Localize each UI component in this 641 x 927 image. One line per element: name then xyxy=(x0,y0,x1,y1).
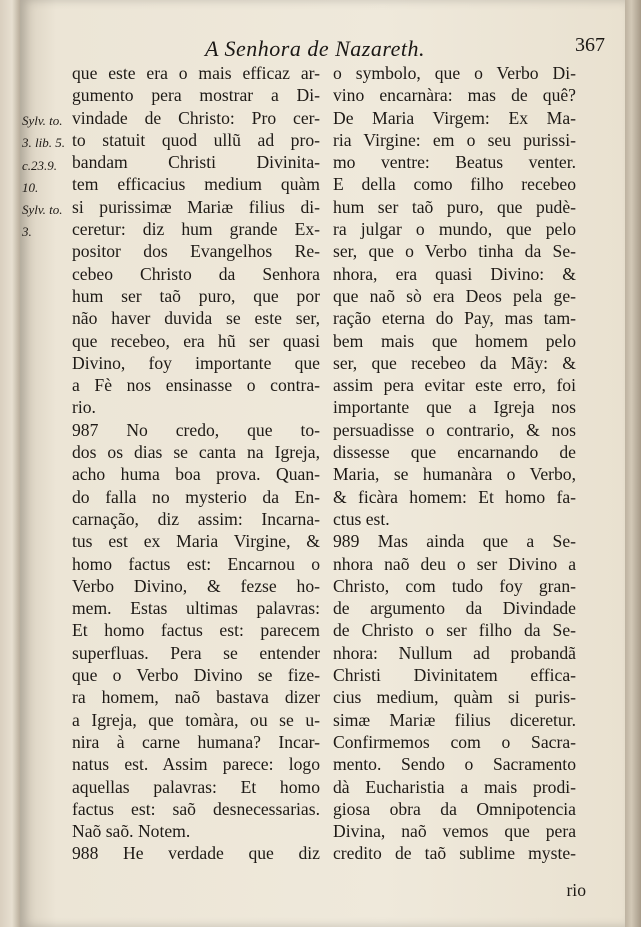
right-column xyxy=(333,62,576,865)
text-line: ceretur: diz hum grande Ex- xyxy=(72,219,320,240)
margin-notes xyxy=(22,110,72,244)
text-line: bandam Christi Divinita- xyxy=(72,152,320,173)
margin-note: c.23.9. xyxy=(22,157,58,173)
text-line: nhora naõ deu o ser Divino a xyxy=(333,553,576,574)
text-line: tem efficacius medium quàm xyxy=(72,174,320,195)
book-fore-edge xyxy=(625,0,641,927)
text-line: que este era o mais efficaz ar- xyxy=(72,63,320,83)
paragraph-start-987: 987 No credo, que to- xyxy=(72,419,320,440)
text-line: não haver duvida se este ser, xyxy=(72,308,320,329)
text-line: bem mais que homem pelo xyxy=(333,330,576,351)
text-line: ração eterna do Pay, mas tam- xyxy=(333,308,576,329)
text-line: Verbo Divino, & fezse ho- xyxy=(72,575,320,596)
text-line: o symbolo, que o Verbo Di- xyxy=(333,63,576,83)
text-line: ser, que o Verbo tinha da Se- xyxy=(333,241,576,262)
text-line: De Maria Virgem: Ex Ma- xyxy=(333,107,576,128)
text-line: & ficàra homem: Et homo fa- xyxy=(333,486,576,507)
text-line: E della como filho recebeo xyxy=(333,174,576,195)
text-line: hum ser taõ puro, que por xyxy=(72,285,320,306)
text-line: superfluas. Pera se entender xyxy=(72,642,320,663)
text-line: Divino, foy importante que xyxy=(72,352,320,373)
page-header xyxy=(205,36,605,64)
text-line: vino encarnàra: mas de quê? xyxy=(333,85,576,106)
text-line: Divina, naõ vemos que pera xyxy=(333,821,576,842)
text-line: Christi Divinitatem effica- xyxy=(333,665,576,686)
text-line: cius medium, quàm si puris- xyxy=(333,687,576,708)
paragraph-start-988: 988 He verdade que diz xyxy=(72,843,320,864)
text-line: gumento pera mostrar a Di- xyxy=(72,85,320,106)
text-line: a Fè nos ensinasse o contra- xyxy=(72,375,320,396)
text-line: Maria, se humanàra o Verbo, xyxy=(333,464,576,485)
text-line: to statuit quod ullũ ad pro- xyxy=(72,129,320,150)
margin-note: 3. xyxy=(22,224,32,240)
text-line: dà Eucharistia a mais prodi- xyxy=(333,776,576,797)
text-line: Confirmemos com o Sacra- xyxy=(333,731,576,752)
text-line: Naõ saõ. Notem. xyxy=(72,821,191,842)
page-number: 367 xyxy=(575,34,605,56)
text-line: positor dos Evangelhos Re- xyxy=(72,241,320,262)
text-line: tus est ex Maria Virgine, & xyxy=(72,531,320,552)
text-line: de Christo o ser filho da Se- xyxy=(333,620,576,641)
catchword: rio xyxy=(566,880,586,900)
text-line: nhora, era quasi Divino: & xyxy=(333,263,576,284)
left-column xyxy=(72,62,320,865)
text-line: do falla no mysterio da En- xyxy=(72,486,320,507)
text-line: carnação, diz assim: Incarna- xyxy=(72,508,320,529)
margin-note: 10. xyxy=(22,179,39,195)
text-line: homo factus est: Encarnou o xyxy=(72,553,320,574)
text-line: que recebeo, era hũ ser quasi xyxy=(72,330,320,351)
text-line: giosa obra da Omnipotencia xyxy=(333,798,576,819)
paragraph-start-989: 989 Mas ainda que a Se- xyxy=(333,531,576,552)
margin-note: 3. lib. 5. xyxy=(22,135,65,151)
text-line: dos os dias se canta na Igreja, xyxy=(72,442,320,463)
text-line: que o Verbo Divino se fize- xyxy=(72,665,320,686)
text-line: que naõ sò era Deos pela ge- xyxy=(333,285,576,306)
text-line: importante que a Igreja nos xyxy=(333,397,576,418)
text-line: dissesse que encarnando de xyxy=(333,442,576,463)
text-line: acho huma boa prova. Quan- xyxy=(72,464,320,485)
text-line: natus est. Assim parece: logo xyxy=(72,754,320,775)
text-line: aquellas palavras: Et homo xyxy=(72,776,320,797)
text-line: si purissimæ Mariæ filius di- xyxy=(72,196,320,217)
text-line: hum ser taõ puro, que pudè- xyxy=(333,196,576,217)
text-line: ra homem, naõ bastava dizer xyxy=(72,687,320,708)
text-line: ser, que recebeo da Mãy: & xyxy=(333,352,576,373)
text-line: mo ventre: Beatus venter. xyxy=(333,152,576,173)
running-title: A Senhora de Nazareth. xyxy=(205,36,425,61)
text-line: ria Virgine: em o seu purissi- xyxy=(333,129,576,150)
text-line: nhora: Nullum ad probandã xyxy=(333,642,576,663)
text-line: simæ Mariæ filius diceretur. xyxy=(333,709,576,730)
text-line: nira à carne humana? Incar- xyxy=(72,731,320,752)
text-line: mem. Estas ultimas palavras: xyxy=(72,598,320,619)
text-line: de argumento da Divindade xyxy=(333,598,576,619)
text-line: cebeo Christo da Senhora xyxy=(72,263,320,284)
margin-note: Sylv. to. xyxy=(22,113,63,128)
text-line: vindade de Christo: Pro cer- xyxy=(72,107,320,128)
text-line: Et homo factus est: parecem xyxy=(72,620,320,641)
previous-page-edge xyxy=(0,0,20,927)
text-line: ctus est. xyxy=(333,508,390,529)
text-line: mento. Sendo o Sacramento xyxy=(333,754,576,775)
text-line: credito de taõ sublime myste- xyxy=(333,843,576,864)
margin-note: Sylv. to. xyxy=(22,202,63,218)
text-line: assim pera evitar este erro, foi xyxy=(333,375,576,396)
text-line: Christo, com tudo foy gran- xyxy=(333,575,576,596)
text-line: persuadisse o contrario, & nos xyxy=(333,419,576,440)
text-line: factus est: saõ desnecessarias. xyxy=(72,798,320,819)
text-line: ra julgar o mundo, que pelo xyxy=(333,219,576,240)
text-line: a Igreja, que tomàra, ou se u- xyxy=(72,709,320,730)
text-line: rio. xyxy=(72,397,96,418)
